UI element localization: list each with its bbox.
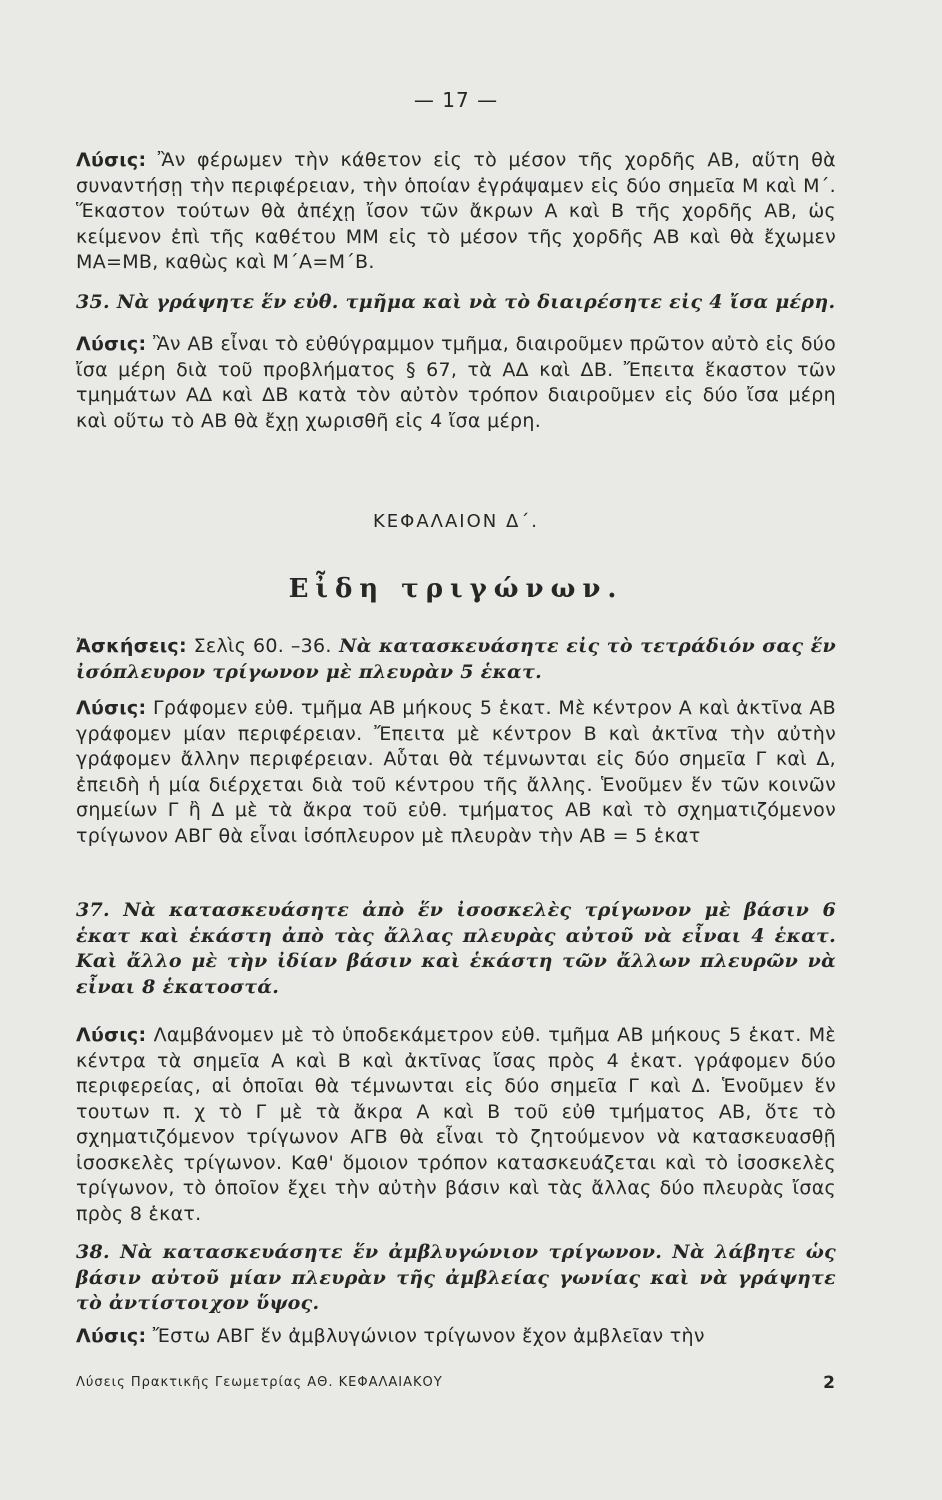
solution-label: Λύσις:: [76, 1325, 147, 1347]
exercise-38: 38. Νὰ κατασκευάσητε ἕν ἀμβλυγώνιον τρίγωνον. Νὰ λάβητε ὡς βάσιν αὐτοῦ μίαν πλευρὰν τῆς ἀμβλείας γωνίας καὶ νὰ γράψητε τὸ ἀντίστοιχον ὕψος.: [76, 1241, 836, 1314]
solution-label: Λύσις:: [76, 697, 147, 719]
solution-text: Ἂν φέρωμεν τὴν κάθετον εἰς τὸ μέσον τῆς χορδῆς ΑΒ, αὕτη θὰ συναντήσῃ τὴν περιφέρειαν, τὴν ὁποίαν ἐγράψαμεν εἰς δύο σημεῖα Μ καὶ Μ΄. Ἕκαστον τούτων θὰ ἀπέχῃ ἴσον τῶν ἄκρων Α καὶ Β τῆς χορδῆς ΑΒ, ὡς κείμενον ἐπὶ τῆς καθέτου ΜΜ εἰς τὸ μέσον τῆς χορδῆς ΑΒ καὶ θὰ ἔχωμεν ΜΑ=ΜΒ, καθὼς καὶ Μ΄Α=Μ΄Β.: [76, 149, 836, 273]
solution-paragraph-3: [76, 696, 836, 849]
solution-label: Λύσις:: [76, 149, 147, 171]
page-number: — 17 —: [413, 88, 499, 112]
solution-label: Λύσις:: [76, 1024, 147, 1046]
exercise-35: 35. Νὰ γράψητε ἕν εὐθ. τμῆμα καὶ νὰ τὸ διαιρέσητε εἰς 4 ἴσα μέρη.: [76, 291, 836, 313]
solution-text: Γράφομεν εὐθ. τμῆμα ΑΒ μήκους 5 ἑκατ. Μὲ κέντρον Α καὶ ἀκτῖνα ΑΒ γράφομεν μίαν περιφέρειαν. Ἔπειτα μὲ κέντρον Β καὶ ἀκτῖνα τὴν αὐτὴν γράφομεν ἄλλην περιφέρειαν. Αὗται θὰ τέμνωνται εἰς δύο σημεῖα Γ καὶ Δ, ἐπειδὴ ἡ μία διέρχεται διὰ τοῦ κέντρου τῆς ἄλλης. Ἑνοῦμεν ἕν τῶν κοινῶν σημείων Γ ἢ Δ μὲ τὰ ἄκρα τοῦ εὐθ. τμήματος ΑΒ καὶ τὸ σχηματιζόμενον τρίγωνον ΑΒΓ θὰ εἶναι ἰσόπλευρον μὲ πλευρὰν τὴν ΑΒ = 5 ἑκατ: [76, 697, 836, 847]
solution-label: Λύσις:: [76, 333, 147, 355]
solution-text: Λαμβάνομεν μὲ τὸ ὑποδεκάμετρον εὐθ. τμῆμα ΑΒ μήκους 5 ἑκατ. Μὲ κέντρα τὰ σημεῖα Α καὶ Β καὶ ἀκτῖνας ἴσας πρὸς 4 ἑκατ. γράφομεν δύο περιφερείας, αἱ ὁποῖαι θὰ τέμνωνται εἰς δύο σημεῖα Γ καὶ Δ. Ἑνοῦμεν ἕν τουτων π. χ τὸ Γ μὲ τὰ ἄκρα Α καὶ Β τοῦ εὐθ τμήματος ΑΒ, ὅτε τὸ σχηματιζόμενον τρίγωνον ΑΓΒ θὰ εἶναι τὸ ζητούμενον νὰ κατασκευασθῇ ἰσοσκελὲς τρίγωνον. Καθ' ὅμοιον τρόπον κατασκευάζεται καὶ τὸ ἰσοσκελὲς τρίγωνον, τὸ ὁποῖον ἔχει τὴν αὐτὴν βάσιν καὶ τὰς ἄλλας δύο πλευρὰς ἴσας πρὸς 8 ἑκατ.: [76, 1024, 836, 1225]
exercise-36-text: Νὰ κατασκευάσητε εἰς τὸ τετράδιόν σας ἕν ἰσόπλευρον τρίγωνον μὲ πλευρὰν 5 ἑκατ.: [76, 635, 837, 683]
chapter-heading: ΚΕΦΑΛΑΙΟΝ Δ΄.: [373, 511, 539, 532]
exercises-ref: Σελὶς 60. –36.: [186, 635, 332, 657]
solution-text: Ἂν ΑΒ εἶναι τὸ εὐθύγραμμον τμῆμα, διαιροῦμεν πρῶτον αὐτὸ εἰς δύο ἴσα μέρη διὰ τοῦ προβλήματος § 67, τὰ ΑΔ καὶ ΔΒ. Ἔπειτα ἕκαστον τῶν τμημάτων ΑΔ καὶ ΔΒ κατὰ τὸν αὐτὸν τρόπον διαιροῦμεν εἰς δύο ἴσα μέρη καὶ οὕτω τὸ ΑΒ θὰ ἔχῃ χωρισθῆ εἰς 4 ἴσα μέρη.: [76, 333, 836, 432]
page-footer: [76, 1373, 836, 1393]
book-page: [76, 88, 836, 1418]
footer-page-mark: 2: [823, 1373, 836, 1393]
solution-paragraph-2: [76, 332, 836, 434]
solution-paragraph-5: [76, 1324, 836, 1350]
exercises-intro: [76, 634, 836, 685]
exercise-37: 37. Νὰ κατασκευάσητε ἀπὸ ἕν ἰσοσκελὲς τρίγωνον μὲ βάσιν 6 ἑκατ καὶ ἑκάστη ἀπὸ τὰς ἄλλας πλευρὰς αὐτοῦ νὰ εἶναι 4 ἑκατ. Καὶ ἄλλο μὲ τὴν ἰδίαν βάσιν καὶ ἑκάστη τῶν ἄλλων πλευρῶν νὰ εἶναι 8 ἑκατοστά.: [76, 899, 836, 998]
chapter-title: Εἶδη τριγώνων.: [288, 574, 624, 604]
solution-paragraph-4: [76, 1023, 836, 1227]
exercises-label: Ἀσκήσεις:: [76, 635, 187, 657]
footer-signature: Λύσεις Πρακτικῆς Γεωμετρίας ΑΘ. ΚΕΦΑΛΑΙΑΚΟΥ: [76, 1375, 443, 1390]
solution-paragraph-1: [76, 148, 836, 276]
solution-text: Ἔστω ΑΒΓ ἕν ἀμβλυγώνιον τρίγωνον ἔχον ἀμβλεῖαν τὴν: [146, 1325, 705, 1347]
